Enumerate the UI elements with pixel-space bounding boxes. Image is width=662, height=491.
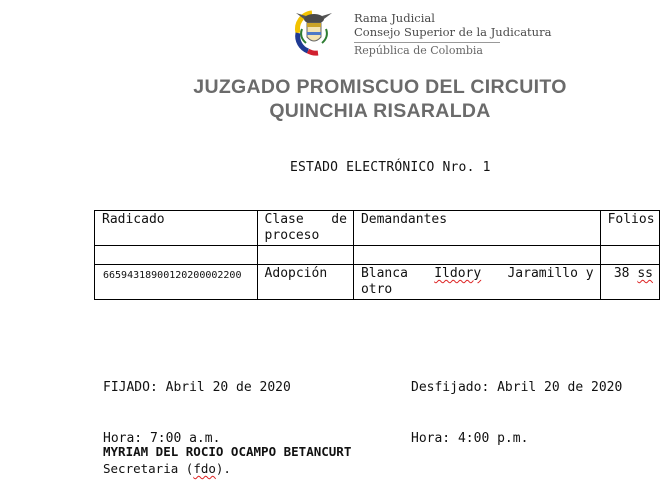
colombia-coat-of-arms-icon [284,3,344,59]
demandantes-part2: Ildory [434,266,482,281]
cell-demandantes [353,265,600,300]
header-clase-word1: Clase [264,212,304,227]
org-divider [354,42,500,43]
header-folios: Folios [600,211,659,246]
desfijado-block [411,345,622,464]
demandantes-part1: Blanca [360,266,408,281]
header-clase-word3: proceso [264,228,320,243]
signature-block [103,443,351,477]
demandantes-part3: Jaramillo y [507,266,594,281]
header-demandantes: Demandantes [353,211,600,246]
secretary-role [103,460,351,477]
table-row [95,265,660,300]
desfijado-date: Desfijado: Abril 20 de 2020 [411,380,623,395]
role-suffix: ). [215,461,231,476]
org-name-line2: Consejo Superior de la Judicatura [354,25,552,39]
role-fdo: fdo [193,461,216,476]
cell-radicado: 66594318900120200002200 [95,265,258,300]
desfijado-time: Hora: 4:00 p.m. [411,431,529,446]
demandantes-line2: otro [360,282,393,297]
header-radicado: Radicado [95,211,258,246]
estado-title: ESTADO ELECTRÓNICO Nro. 1 [290,160,491,175]
coat-of-arms-logo [284,3,344,59]
estado-table [94,210,660,300]
table-spacer-row [95,246,660,265]
org-name-line1: Rama Judicial [354,11,435,25]
organization-block [354,11,551,57]
secretary-name: MYRIAM DEL ROCIO OCAMPO BETANCURT [103,444,352,459]
fijado-date: FIJADO: Abril 20 de 2020 [103,380,291,395]
court-title-line1: JUZGADO PROMISCUO DEL CIRCUITO [193,76,567,98]
fijado-time: Hora: 7:00 a.m. [103,431,221,446]
table-header-row [95,211,660,246]
court-title-line2: QUINCHIA RISARALDA [269,100,491,122]
org-name-line3: República de Colombia [354,44,483,57]
folios-unit: ss [637,266,653,281]
cell-clase: Adopción [257,265,353,300]
role-prefix: Secretaria ( [103,461,194,476]
header-clase-word2: de [331,212,347,227]
folios-num: 38 [613,266,630,281]
cell-folios [600,265,659,300]
header-clase [257,211,353,246]
